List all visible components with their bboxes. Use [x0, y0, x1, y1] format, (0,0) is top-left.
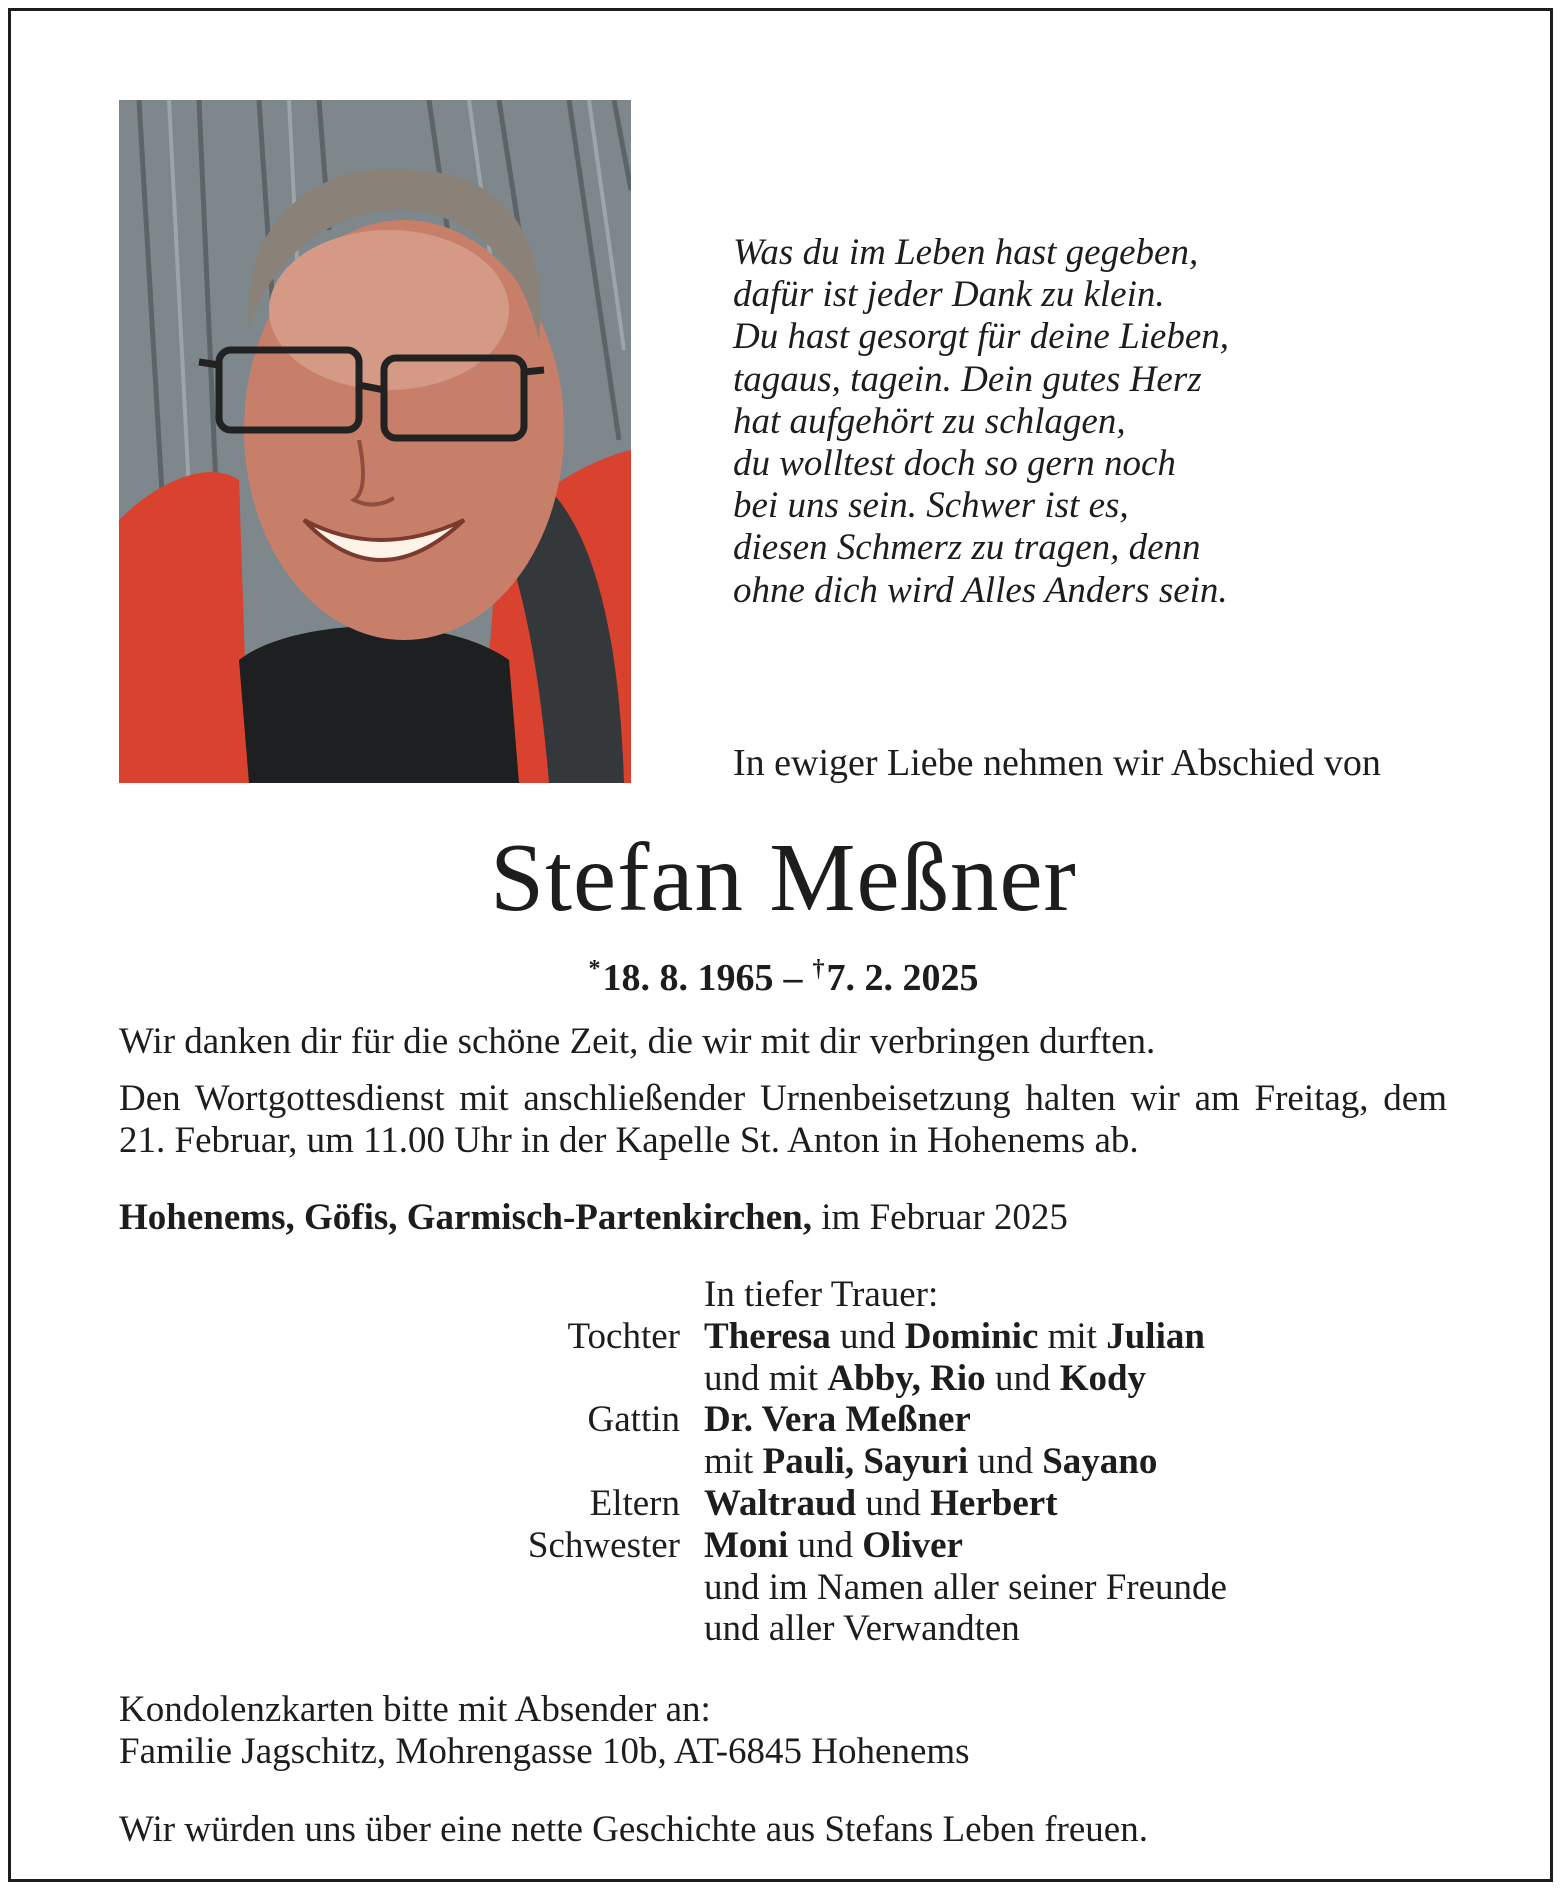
- mourner-row: [436, 1483, 1486, 1525]
- death-symbol: †: [812, 956, 825, 982]
- mourner-name: Theresa: [704, 1315, 831, 1357]
- poem-line: ohne dich wird Alles Anders sein.: [733, 569, 1228, 611]
- mourner-connector: und: [985, 1357, 1060, 1399]
- mourner-relation: Tochter: [567, 1315, 680, 1357]
- mourner-connector: und: [788, 1524, 863, 1566]
- mourner-names: [704, 1525, 1486, 1567]
- mourner-row: [436, 1608, 1486, 1650]
- mourner-row: [436, 1567, 1486, 1609]
- mourner-name: Dr. Vera Meßner: [704, 1399, 971, 1441]
- poem-line: Du hast gesorgt für deine Lieben,: [733, 316, 1230, 358]
- farewell-intro: In ewiger Liebe nehmen wir Abschied von: [733, 742, 1381, 784]
- mourners-heading: In tiefer Trauer:: [704, 1274, 939, 1315]
- mourner-row: [436, 1441, 1486, 1483]
- mourner-names: [704, 1316, 1486, 1358]
- mourner-name: Kody: [1059, 1357, 1147, 1399]
- places-date: im Februar 2025: [821, 1197, 1068, 1238]
- mourner-connector: mit: [1038, 1315, 1107, 1357]
- mourner-relation: Gattin: [587, 1399, 680, 1441]
- closing-text: Wir würden uns über eine nette Geschichte aus Stefans Leben freuen.: [119, 1809, 1148, 1850]
- mourners-list: [436, 1274, 1486, 1650]
- mourners-heading-row: [436, 1274, 1486, 1316]
- mourner-relation: [436, 1608, 704, 1650]
- portrait-photo: [119, 100, 631, 783]
- birth-date: 18. 8. 1965: [602, 957, 774, 999]
- mourner-names: [704, 1441, 1486, 1483]
- poem-line: Was du im Leben hast gegeben,: [733, 232, 1199, 273]
- mourner-name: Abby, Rio: [827, 1357, 986, 1399]
- mourner-name: Herbert: [930, 1482, 1058, 1524]
- shirt: [239, 626, 519, 783]
- mourner-connector: mit: [704, 1441, 763, 1483]
- mourner-name: Dominic: [904, 1315, 1039, 1357]
- poem-line: dafür ist jeder Dank zu klein.: [733, 274, 1165, 316]
- mourner-names: [704, 1399, 1486, 1441]
- thanks-text: Wir danken dir für die schöne Zeit, die wir mit dir verbringen durften.: [119, 1021, 1156, 1062]
- mourner-relation: Eltern: [589, 1482, 680, 1524]
- date-separator: –: [783, 957, 803, 999]
- poem-line: diesen Schmerz zu tragen, denn: [733, 527, 1201, 569]
- portrait-photo-icon: [119, 100, 631, 783]
- mourner-relation: Schwester: [527, 1524, 680, 1566]
- mourner-connector: und im Namen aller seiner Freunde: [704, 1566, 1227, 1608]
- mourner-connector: und mit: [704, 1357, 828, 1399]
- mourner-names: [704, 1358, 1486, 1400]
- places-line: [119, 1195, 1068, 1241]
- mourner-name: Waltraud: [704, 1482, 857, 1524]
- mourner-row: [436, 1525, 1486, 1567]
- mourner-relation: [436, 1567, 704, 1609]
- mourner-name: Julian: [1106, 1315, 1205, 1357]
- mourner-name: Oliver: [862, 1524, 963, 1566]
- mourner-name: Pauli, Sayuri: [762, 1441, 969, 1483]
- poem-line: du wolltest doch so gern noch: [733, 443, 1176, 485]
- mourner-relation: [436, 1358, 704, 1400]
- mourner-row: [436, 1399, 1486, 1441]
- mourner-row: [436, 1316, 1486, 1358]
- jacket: [119, 472, 249, 783]
- mourner-names: [704, 1567, 1486, 1609]
- poem-line: bei uns sein. Schwer ist es,: [733, 485, 1129, 527]
- service-text: Den Wortgottesdienst mit anschließender Urnenbeisetzung halten wir am Freitag, dem 21. Februar, um 11.00 Uhr in der Kapelle St. Anton in Hohenems ab.: [119, 1078, 1447, 1161]
- condolence-line-2: Familie Jagschitz, Mohrengasse 10b, AT-6845 Hohenems: [119, 1731, 970, 1772]
- mourner-name: Sayano: [1042, 1441, 1158, 1483]
- poem-line: hat aufgehört zu schlagen,: [733, 400, 1126, 442]
- mourner-name: Moni: [704, 1524, 789, 1566]
- condolence-address: [119, 1689, 970, 1773]
- birth-symbol: *: [588, 956, 601, 982]
- poem: [733, 232, 1453, 612]
- mourner-connector: und aller Verwandten: [704, 1608, 1020, 1650]
- death-date: 7. 2. 2025: [826, 957, 979, 999]
- mourner-connector: und: [856, 1482, 931, 1524]
- condolence-line-1: Kondolenzkarten bitte mit Absender an:: [119, 1689, 711, 1730]
- mourner-relation: [436, 1441, 704, 1483]
- poem-line: tagaus, tagein. Dein gutes Herz: [733, 358, 1202, 400]
- mourner-names: [704, 1608, 1486, 1650]
- mourner-connector: und: [968, 1441, 1043, 1483]
- places-towns: Hohenems, Göfis, Garmisch-Partenkirchen,: [119, 1197, 813, 1238]
- mourner-connector: und: [830, 1315, 905, 1357]
- life-dates: [0, 944, 1567, 1003]
- deceased-name: Stefan Meßner: [490, 824, 1077, 931]
- mourner-row: [436, 1358, 1486, 1400]
- mourner-names: [704, 1483, 1486, 1525]
